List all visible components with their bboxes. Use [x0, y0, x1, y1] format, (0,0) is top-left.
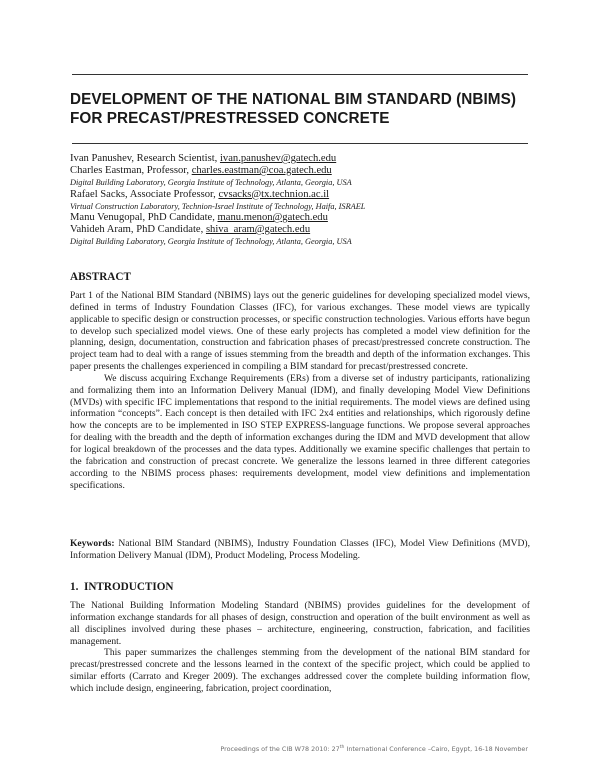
author-name: Rafael Sacks, Associate Professor, [70, 188, 219, 200]
author-name: Manu Venugopal, PhD Candidate, [70, 212, 218, 223]
keywords-label: Keywords: [70, 538, 115, 549]
author-name: Charles Eastman, Professor, [70, 165, 192, 176]
author-block [70, 153, 530, 248]
introduction-heading: 1. INTRODUCTION [70, 581, 174, 593]
author-email-link[interactable]: shiva_aram@gatech.edu [205, 224, 311, 235]
top-rule [72, 74, 528, 75]
author-name: Vahideh Aram, PhD Candidate, [70, 224, 206, 235]
author-affiliation: Virtual Construction Laboratory, Technion-Israel Institute of Technology, Haifa, ISRAEL [70, 201, 366, 211]
author-email-link[interactable]: charles.eastman@coa.gatech.edu [191, 165, 332, 176]
footer-superscript: th [339, 745, 345, 750]
abstract-body [70, 290, 530, 491]
author-line [70, 224, 530, 236]
abstract-paragraph-1: Part 1 of the National BIM Standard (NBIMS) lays out the generic guidelines for developing specialized model views, defined in terms of Industry Foundation Classes (IFC), for various exchanges. These model views are typically applicable to specific design or construction processes, or specific construction technologies. Various efforts have begun to develop such specialized model views. One of these early projects has completed a model view definition for the planning, design, documentation, construction and fabrication phases of precast/prestressed concrete construction. The project team had to deal with a range of issues stemming from the breadth and depth of the information exchanges. This paper presents the challenges experienced in compiling a BIM standard for precast/prestressed concrete. [70, 290, 530, 373]
paper-title [70, 90, 540, 128]
keywords [70, 538, 530, 562]
abstract-paragraph-2: We discuss acquiring Exchange Requirements (ERs) from a diverse set of industry participants, rationalizing and formalizing them into an Information Delivery Manual (IDM), and finally developing Model View Definitions (MVDs) with specific IFC implementations that respond to the initial requirements. The model views are defined using information “concepts”. Each concept is then detailed with IFC 2x4 entities and relationships, which rigorously define how the concepts are to be implemented in ISO STEP EXPRESS-language functions. We propose several approaches for dealing with the breadth and the depth of information exchanges during the IDM and MVD development that allow for logical breakdown of the processes and the data types. Additionally we examine specific challenges that pertain to the fabrication and construction of precast concrete. We generalize the lessons learned in three different categories according to the NBIMS process phases: requirements development, model view definitions and implementation specifications. [70, 372, 530, 491]
author-email-link[interactable]: ivan.panushev@gatech.edu [219, 153, 337, 164]
author-name: Ivan Panushev, Research Scientist, [70, 153, 220, 164]
author-email-link[interactable]: manu.menon@gatech.edu [217, 212, 328, 223]
author-line [70, 212, 530, 224]
footer-suffix: International Conference –Cairo, Egypt, 16-18 November [344, 745, 528, 754]
introduction-paragraph-2: This paper summarizes the challenges stemming from the development of the national BIM standard for precast/prestressed concrete and the lessons learned in the context of the specific project, which could be applied to similar efforts (Carrato and Kreger 2009). The exchanges addressed cover the complete building information flow, which include design, engineering, fabrication, project coordination, [70, 647, 530, 694]
author-line [70, 189, 530, 201]
author-affiliation: Digital Building Laboratory, Georgia Institute of Technology, Atlanta, Georgia, USA [70, 237, 352, 246]
keywords-text: National BIM Standard (NBIMS), Industry Foundation Classes (IFC), Model View Definitions (MVD), Information Delivery Manual (IDM), Product Modeling, Process Modeling. [70, 538, 530, 561]
title-line-2: FOR PRECAST/PRESTRESSED CONCRETE [70, 110, 390, 127]
abstract-heading: ABSTRACT [70, 271, 131, 283]
author-affiliation: Digital Building Laboratory, Georgia Institute of Technology, Atlanta, Georgia, USA [70, 178, 352, 187]
author-email-link[interactable]: cvsacks@tx.technion.ac.il [218, 188, 330, 200]
page-footer [220, 745, 528, 753]
author-line [70, 153, 530, 165]
introduction-paragraph-1: The National Building Information Modeling Standard (NBIMS) provides guidelines for the development of information exchange standards for all phases of design, construction and operation of the built environment as well as all disciplines involved during these phases – architecture, engineering, construction, fabrication, and facilities management. [70, 600, 530, 647]
author-line [70, 165, 530, 177]
title-bottom-rule [72, 143, 528, 144]
introduction-body [70, 600, 530, 695]
title-line-1: DEVELOPMENT OF THE NATIONAL BIM STANDARD (NBIMS) [70, 91, 516, 108]
footer-prefix: Proceedings of the CIB W78 2010: 27 [220, 745, 340, 754]
